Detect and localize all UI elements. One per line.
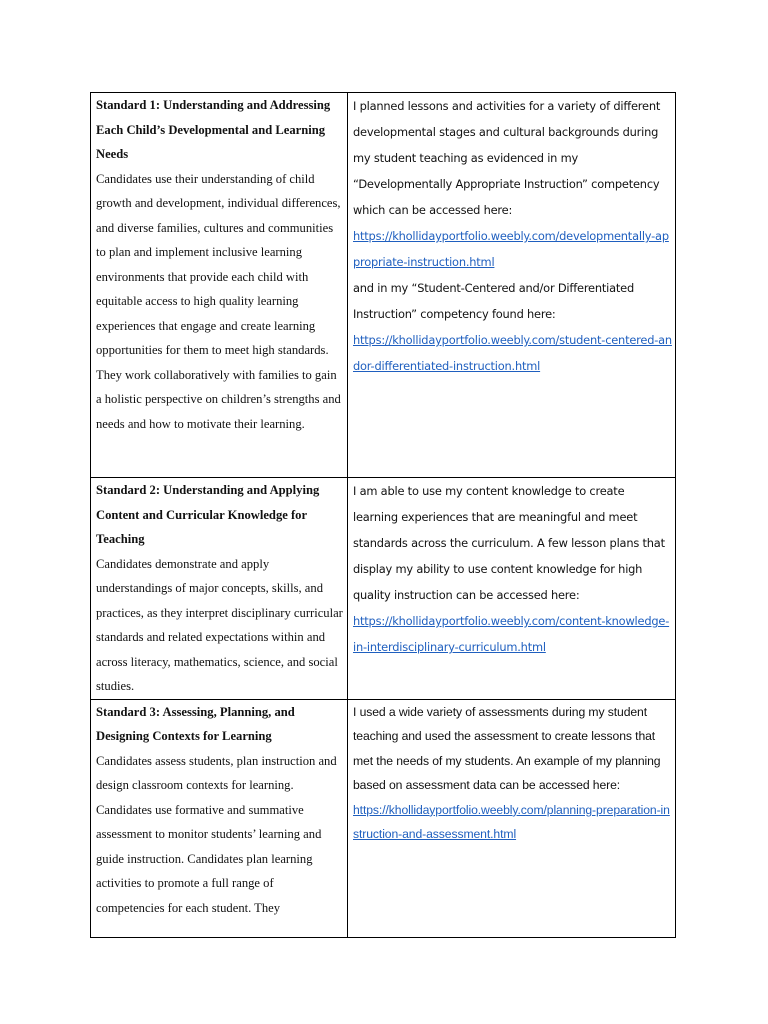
- standard-description: Candidates use their understanding of child growth and development, individual differences, and diverse families, cultures and communities to plan and implement inclusive learning environments that provide each child with equitable access to high quality learning experiences that engage and create learning opportunities for them to meet high standards. They work collaboratively with families to gain a holistic perspective on children’s strengths and needs and how to motivate their learning.: [96, 171, 341, 431]
- standard-description: Candidates demonstrate and apply understandings of major concepts, skills, and practices, as they interpret disciplinary curricular standards and related expectations within and across literacy, mathematics, science, and social studies.: [96, 556, 343, 693]
- standard-description: Candidates assess students, plan instruction and design classroom contexts for learning. Candidates use formative and summative assessment to monitor students’ learning and: [96, 753, 337, 841]
- standard-title: Standard 2: Understanding and Applying Content and Curricular Knowledge for Teaching: [96, 483, 320, 546]
- evidence-text: I used a wide variety of assessments during my student teaching and used the assessment to create lessons that met the needs of my students. An example of my planning based on assessment data can be accessed here:: [353, 704, 661, 793]
- portfolio-link[interactable]: https://khollidayportfolio.weebly.com/developmentally-appropriate-instruction.html: [353, 229, 669, 269]
- standards-table: [90, 92, 676, 938]
- evidence-text: I am able to use my content knowledge to create learning experiences that are meaningful and meet standards across the curriculum. A few lesson plans that display my ability to use content knowledge for high quality instruction can be accessed here:: [353, 484, 665, 602]
- portfolio-link[interactable]: https://khollidayportfolio.weebly.com/student-centered-andor-differentiated-instruction.html: [353, 333, 672, 373]
- standard-description: guide instruction. Candidates plan learning activities to promote a full range of competencies for each student. They: [96, 851, 313, 915]
- standard-cell: [91, 699, 348, 937]
- evidence-cell: [348, 478, 676, 700]
- evidence-cell: [348, 699, 676, 937]
- evidence-text: I planned lessons and activities for a variety of different developmental stages and cultural backgrounds during my student teaching as evidenced in my “Developmentally Appropriate Instruction” competency which can be accessed here:: [353, 99, 661, 217]
- table-row: [91, 478, 676, 700]
- table-row: [91, 93, 676, 478]
- standard-title: Standard 3: Assessing, Planning, and Designing Contexts for Learning: [96, 704, 295, 743]
- evidence-cell: [348, 93, 676, 478]
- portfolio-link[interactable]: https://khollidayportfolio.weebly.com/content-knowledge-in-interdisciplinary-curriculum.html: [353, 614, 670, 654]
- standard-title: Standard 1: Understanding and Addressing Each Child’s Developmental and Learning Needs: [96, 98, 331, 161]
- portfolio-link[interactable]: https://khollidayportfolio.weebly.com/planning-preparation-instruction-and-assessment.html: [353, 802, 670, 842]
- table-row: [91, 699, 676, 937]
- evidence-text: and in my “Student-Centered and/or Differentiated Instruction” competency found here:: [353, 281, 634, 321]
- standard-cell: [91, 478, 348, 700]
- standard-cell: [91, 93, 348, 478]
